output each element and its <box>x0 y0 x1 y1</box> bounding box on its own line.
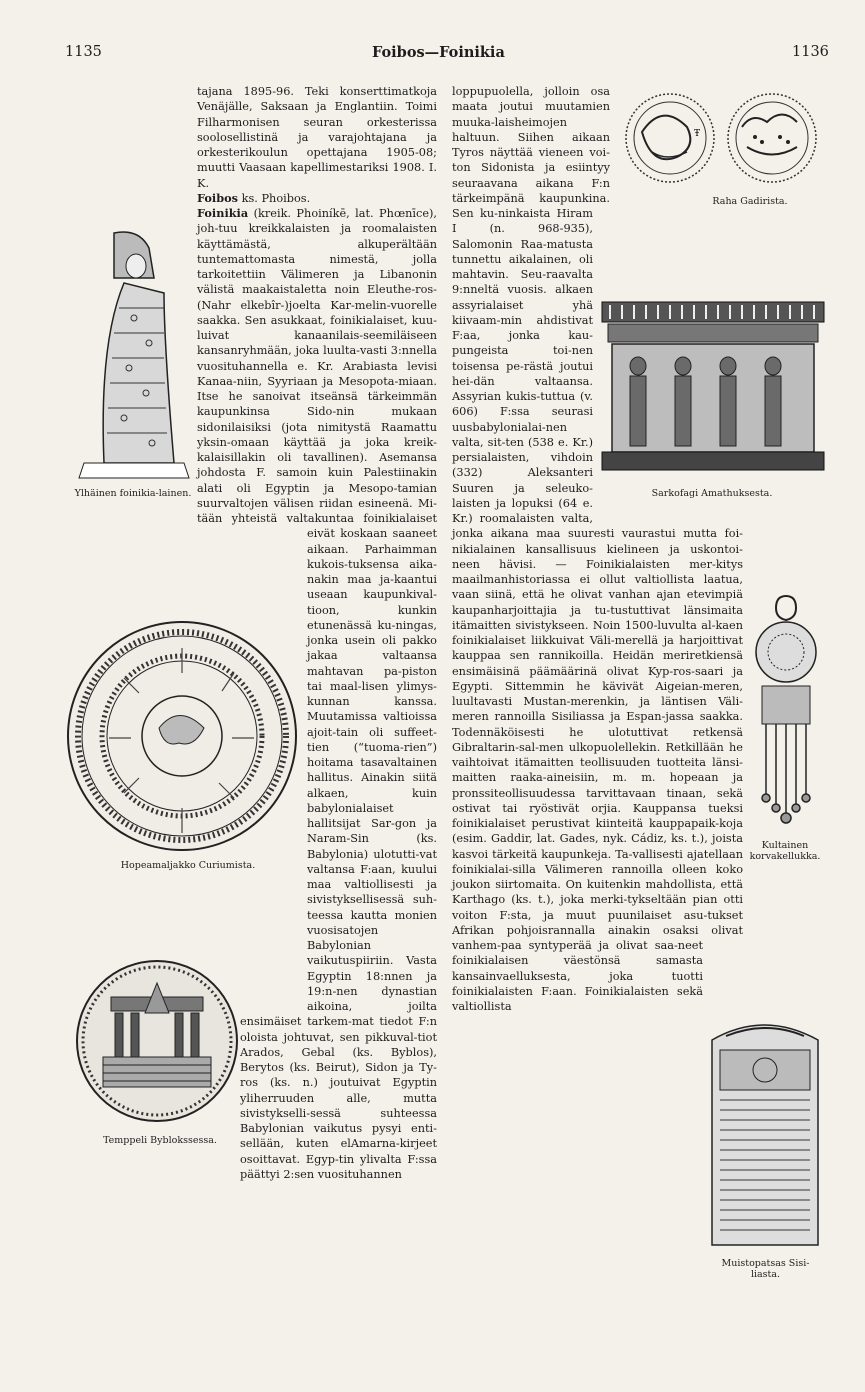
entry-term-foinikia: Foinikia <box>197 206 249 220</box>
page-number-right: 1136 <box>792 44 829 60</box>
page-header <box>0 20 865 60</box>
coin-figure <box>612 92 827 192</box>
entry-kilpinen-end: tajana 1895-96. Teki konserttimatkoja Venäjälle, Saksaan ja Englantiin. Toimi Filharmonisen seuran orkesterissa soolosellistinä ja varajohtajana ja orkesterikoulun opettajana 1905-08; muutti Vaasaan kapellimestariksi 1908. I. K. <box>197 85 437 190</box>
entry-foinikia-continued: loppupuolella, jolloin osa maata joutui muutamien muuka-laisheimojen haltuun. Siihen aikaan Tyros näyttää vieneen voi-ton Sidonista ja esiintyy seuraavana aikana F:n tärkeimpänä kaupunkina. Sen ku-ninkaista Hiram I (n. 968-935), Salomonin Raa-matusta tunnettu aikalainen, oli mahtavin. Seu-raavalta 9:nneltä vuosis. alkaen assyrialaiset yhä kiivaam-min ahdistivat F:aa, jonka kau-pungeista toi-nen toisensa pe-rästä joutui hei-dän valtaansa. Assyrian kukis-tuttua (v. 606) F:ssa seurasi uusbabylonialai-nen valta, sit-ten (538 e. Kr.) persialaisten, vihdoin (332) Aleksanteri Suuren ja seleuko-laisten ja lopuksi (64 e. Kr.) roomalaisten valta, jonka aikana maa suuresti vaurastui mutta foi-nikialainen kansallisuus kielineen ja uskontoi-neen hävisi. — Foinikialaisten mer-kitys maailmanhistoriassa ei ollut valtiollista laatua, vaan siinä, että he olivat vanhan ajan etevimpiä kaupanharjoittajia ja tu-tustuttivat länsimaita itämaitten sivistykseen. Noin 1500-luvulta al-kaen foinikialaiset liikkuivat Väli-merellä ja harjoittivat kauppaa sen rannikoilla. Heidän meriretkiensä ensimäisinä päämäärinä olivat Kyp-ros-saari ja Egypti. Sittemmin he kävivät Aigeian-meren, luultavasti Mustan-merenkin, ja läntisen Väli-meren rannoilla Sisiliassa ja Espan-jassa saakka. Todennäköisesti he ulotuttivat retkensä Gibraltarin-sal-men ulkopuolellekin. Retkillään he vaihtoivat itämaitten teollisuuden tuotteita länsi-maitten raaka-aineisiin, m. m. hopeaan ja pronssiteollisuudessa tarvittavaan tinaan, sekä ostivat tai ryöstivät orjia. Kauppansa tueksi foinikialaiset perustivat kiinteitä kauppapaik-koja (esim. Gaddir, lat. Gades, nyk. Cádiz, ks. t.), joista kasvoi tärkeitä kaupunkeja. Ta-vallisesti ajatellaan foinikialai-silla Välimeren rannoilla olleen koko joukon siirtomaita. On kuitenkin mahdollista, että Karthago (ks. t.), joka merki-tykseltään pian otti voiton F:sta, ja muut puunilaiset asu-tukset Afrikan pohjoisrannalla ainakin osaksi olivat vanhem-paa syntyperää ja olivat saa-neet foinikialaisen väestönsä samasta kansainvaelluksesta, joka tuotti foinikialaisten F:aan. Foinikialaisten sekä valtiollista <box>452 85 743 1013</box>
sarcophagus-figure <box>598 296 828 476</box>
temple-caption: Temppeli Byblokssessa. <box>103 1135 217 1146</box>
entry-term-foibos: Foibos <box>197 190 239 205</box>
page-title: Foibos—Foinikia <box>372 44 505 61</box>
necklace-figure <box>748 592 824 830</box>
stele-figure <box>706 1010 824 1250</box>
temple-figure <box>73 957 241 1125</box>
necklace-caption: Kultainen korvakellukka. <box>749 840 821 862</box>
nobleman-caption: Ylhäinen foinikia-lainen. <box>74 488 192 499</box>
svg-text:Ŧ: Ŧ <box>694 129 701 139</box>
entry-text-foibos: ks. Phoibos. <box>241 191 311 205</box>
entry-text-foinikia: (kreik. Phoiníkē, lat. Phœnīce), joh-tuu kreikkalaisten ja roomalaisten käyttämästä, alkuperältään tuntemattomasta nimestä, jolla tarkoitettiin Välimeren ja Libanonin välistä maakaistaletta noin Eleuthe-ros-(Nahr elkebîr-)joelta Kar-melin-vuorelle saakka. Sen asukkaat, foinikialaiset, kuu-luivat kanaanilais-seemiläiseen kansanryhmään, joka luulta-vasti 3:nnella vuosituhannella e. Kr. Arabiasta levisi Kanaa-niin, Syyriaan ja Mesopota-miaan. Itse he sanoivat itseänsä tärkeimmän kaupunkinsa Sido-nin mukaan sidonilaisiksi (jota nimitystä Raamattu yksin-omaan käyttää ja joka kreik-kalaisillakin oli tavallinen). Asemansa johdosta F. samoin kuin Palestiinakin alati oli Egyptin ja Mesopo-tamian suurvaltojen välisen riidan esineenä. Mi-tään yhteistä valtakuntaa foinikialaiset eivät koskaan saaneet aikaan. Parhaimman kukois-tuksensa aika-nakin maa ja-kaantui useaan kaupunkival-tioon, kunkin etunenässä ku-ningas, jonka usein oli pakko jakaa valtaansa mahtavan pa-piston tai maal-lisen ylimys-kunnan kanssa. Muutamissa valtioissa ajoit-tain oli suffeet-tien (“tuoma-rien”) hoitama tasavaltainen hallitus. Ainakin siitä alkaen, kuin babylonialaiset hallitsijat Sar-gon ja Naram-Sin (ks. Babylonia) ulotutti-vat valtansa F:aan, kuului maa valtiollisesti ja sivistyksellisessä suh-teessa kautta monien vuosisatojen Babylonian vaikutuspiiriin. Vasta Egyptin 18:nnen ja 19:n-nen dynastian aikoina, joilta ensimäiset tarkem-mat tiedot F:n oloista johtuvat, sen pikkuval-tiot Arados, Gebal (ks. Byblos), Berytos (ks. Beirut), Sidon ja Ty-ros (ks. n.) joutuivat Egyptin yliherruuden alle, mutta sivistykselli-sessä suhteessa Babylonian vaikutus pysyi enti-sellään, kuten elAmarna-kirjeet osoittavat. Egyp-tin ylivalta F:ssa päättyi 2:sen vuosituhannen <box>197 207 438 1181</box>
stele-caption: Muistopatsas Sisi-liasta. <box>721 1258 810 1280</box>
bowl-caption: Hopeamaljakko Curiumista. <box>120 860 256 871</box>
entry-foibos <box>65 191 437 206</box>
page-number-left: 1135 <box>65 44 102 60</box>
bowl-figure <box>64 618 300 854</box>
nobleman-figure <box>74 228 194 486</box>
sarcophagus-caption: Sarkofagi Amathuksesta. <box>651 488 773 499</box>
coin-caption: Raha Gadirista. <box>712 196 788 207</box>
